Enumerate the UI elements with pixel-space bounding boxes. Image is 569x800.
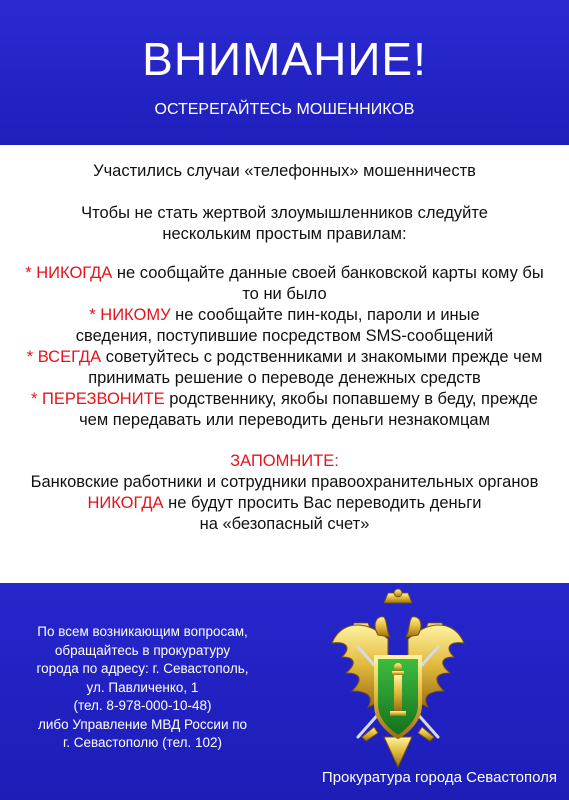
rule-item [10, 263, 559, 305]
lead-text [0, 203, 569, 245]
remember-keyword: НИКОГДА [87, 494, 164, 512]
contact-line: обращайтесь в прокуратуру [54, 642, 231, 658]
rule-item [10, 389, 559, 431]
rule-item [10, 347, 559, 389]
header-banner [0, 0, 569, 145]
rule-keyword: * НИКОГДА [25, 264, 113, 282]
rules-list [10, 263, 559, 431]
remember-line: на «безопасный счет» [199, 515, 370, 533]
rule-keyword: * ВСЕГДА [26, 348, 102, 366]
contact-line: города по адресу: г. Севастополь, [36, 661, 249, 676]
rule-text: не сообщайте данные своей банковской карты кому бы [112, 264, 544, 282]
lead-line: нескольким простым правилам: [162, 225, 407, 243]
remember-line: Банковские работники и сотрудники правоохранительных органов [30, 473, 539, 491]
rule-text-continued: сведения, поступившие посредством SMS-сообщений [75, 327, 494, 345]
rule-text-continued: принимать решение о переводе денежных средств [88, 369, 481, 387]
contact-line: либо Управление МВД России по [37, 716, 248, 732]
lead-line: Чтобы не стать жертвой злоумышленников следуйте [81, 204, 488, 222]
rule-item [10, 305, 559, 347]
prosecutor-eagle-emblem-icon [328, 587, 468, 772]
footer-banner [0, 583, 569, 800]
main-content [0, 145, 569, 583]
intro-text: Участились случаи «телефонных» мошенничеств [93, 162, 476, 180]
contact-line: По всем возникающим вопросам, [37, 624, 248, 639]
contact-line: г. Севастополю (тел. 102) [62, 735, 223, 750]
rule-text: не сообщайте пин-коды, пароли и иные [170, 306, 480, 324]
organization-name: Прокуратура города Севастополя [321, 769, 557, 786]
page-subtitle: ОСТЕРЕГАЙТЕСЬ МОШЕННИКОВ [154, 101, 415, 118]
rule-text: советуйтесь с родственниками и знакомыми прежде чем [101, 348, 543, 366]
rule-text-continued: чем передавать или переводить деньги незнакомцам [79, 411, 490, 429]
remember-heading: ЗАПОМНИТЕ: [230, 452, 339, 470]
contact-line: (тел. 8-978-000-10-48) [73, 698, 212, 713]
rule-text: родственнику, якобы попавшему в беду, прежде [164, 390, 538, 408]
contact-line: ул. Павличенко, 1 [86, 679, 199, 695]
rule-text-continued: то ни было [242, 285, 327, 303]
remember-line: не будут просить Вас переводить деньги [163, 494, 482, 512]
page-title: ВНИМАНИЕ! [142, 33, 427, 85]
rule-keyword: * НИКОМУ [89, 306, 171, 324]
contact-info [10, 623, 275, 753]
rule-keyword: * ПЕРЕЗВОНИТЕ [31, 390, 165, 408]
remember-block [0, 451, 569, 535]
